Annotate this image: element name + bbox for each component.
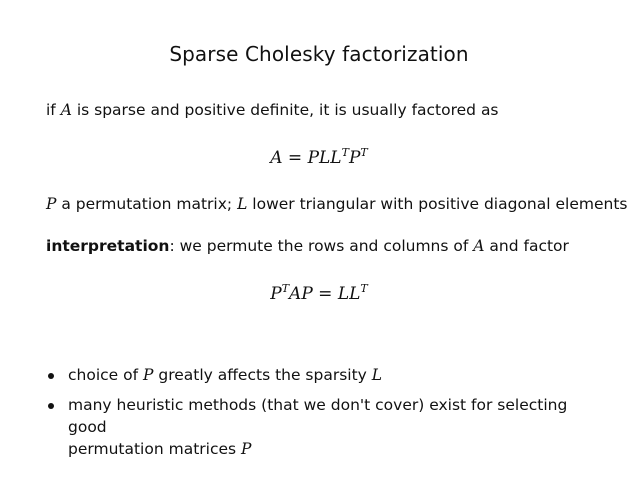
perm-text2: lower triangular with positive diagonal elements bbox=[247, 195, 628, 213]
interpretation-var-a: A bbox=[473, 237, 485, 255]
bullet-dot-icon bbox=[48, 373, 54, 379]
bullet-list bbox=[46, 364, 606, 468]
intro-pre: if bbox=[46, 101, 61, 119]
intro-post: is sparse and positive definite, it is usually factored as bbox=[71, 101, 499, 119]
perm-var-p: P bbox=[46, 195, 57, 213]
perm-var-l: L bbox=[237, 195, 248, 213]
bullet2-line1: many heuristic methods (that we don't cover) exist for selecting good bbox=[68, 396, 568, 436]
bullet-item bbox=[46, 394, 606, 460]
intro-var-a: A bbox=[60, 101, 72, 119]
permutation-line bbox=[46, 195, 627, 213]
bullet1-pre: choice of bbox=[68, 366, 143, 384]
eq2-p: P bbox=[270, 284, 282, 304]
interpretation-text2: and factor bbox=[484, 237, 569, 255]
intro-line bbox=[46, 101, 499, 119]
equation-permuted bbox=[0, 282, 638, 304]
eq1-mid: P bbox=[348, 148, 361, 168]
eq1-lhs: A = PLL bbox=[270, 148, 342, 168]
eq1-sup1: T bbox=[341, 146, 349, 159]
interpretation-text1: : we permute the rows and columns of bbox=[169, 237, 474, 255]
bullet1-var-l: L bbox=[371, 366, 383, 384]
interpretation-line bbox=[46, 237, 569, 255]
bullet1-var-p: P bbox=[143, 366, 154, 384]
bullet1-mid: greatly affects the sparsity bbox=[153, 366, 372, 384]
bullet-dot-icon bbox=[48, 403, 54, 409]
eq2-sup2: T bbox=[360, 282, 368, 295]
bullet2-var-p: P bbox=[241, 440, 252, 458]
eq2-rest: AP = LL bbox=[289, 284, 361, 304]
bullet2-line2-pre: permutation matrices bbox=[68, 440, 242, 458]
interpretation-label: interpretation bbox=[46, 237, 170, 255]
slide-title: Sparse Cholesky factorization bbox=[169, 42, 469, 66]
perm-text1: a permutation matrix; bbox=[56, 195, 238, 213]
eq2-sup1: T bbox=[281, 282, 290, 295]
bullet-item bbox=[46, 364, 606, 386]
equation-factorization bbox=[0, 146, 638, 168]
eq1-sup2: T bbox=[360, 146, 368, 159]
